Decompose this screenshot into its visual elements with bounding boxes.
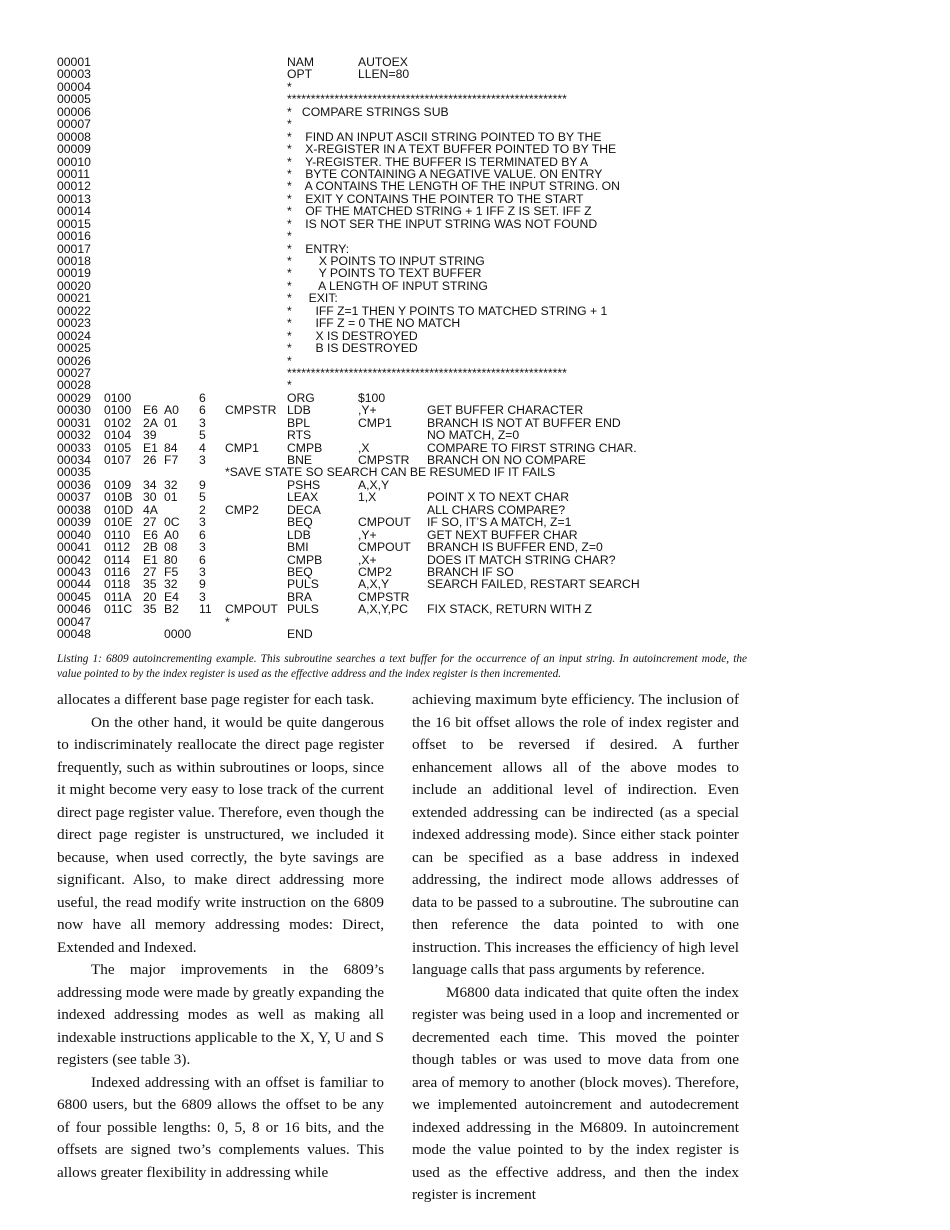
address: 0100 <box>104 403 132 418</box>
operand-byte: 80 <box>164 552 178 567</box>
listing-line <box>57 267 817 279</box>
opcode-byte: 39 <box>143 428 157 443</box>
operand-byte: B2 <box>164 602 179 617</box>
paragraph: The major improvements in the 6809’s addressing mode were made by greatly expanding the indexed addressing modes as well as making all indexable instructions applicable to the X, Y, U and S registers (see table 3). <box>57 961 384 1068</box>
mnemonic: ORG <box>287 390 315 405</box>
listing-line <box>57 379 817 391</box>
mnemonic: PULS <box>287 577 319 592</box>
opcode-byte: 27 <box>143 564 157 579</box>
code-comment: BRANCH IS BUFFER END, Z=0 <box>427 540 603 555</box>
operand-byte: 08 <box>164 540 178 555</box>
operand: CMP2 <box>358 564 392 579</box>
operand: LLEN=80 <box>358 67 410 82</box>
line-number: 00027 <box>57 365 91 380</box>
cycle-count: 3 <box>199 540 206 555</box>
cycle-count: 4 <box>199 440 206 455</box>
mnemonic: BNE <box>287 453 313 467</box>
listing-line <box>57 603 817 615</box>
opcode-byte: 20 <box>143 589 157 604</box>
operand: ,X <box>358 440 370 455</box>
mnemonic: * <box>287 378 292 393</box>
mnemonic: * IFF Z=1 THEN Y POINTS TO MATCHED STRING + 1 <box>287 303 608 318</box>
line-number: 00023 <box>57 316 91 331</box>
mnemonic: BRA <box>287 589 313 604</box>
mnemonic: * ENTRY: <box>287 241 350 256</box>
listing-line <box>57 280 817 292</box>
listing-line <box>57 628 817 640</box>
operand-byte: 32 <box>164 577 178 592</box>
line-number: 00035 <box>57 465 91 480</box>
line-number: 00042 <box>57 552 91 567</box>
listing-line <box>57 317 817 329</box>
cycle-count: 3 <box>199 515 206 530</box>
opcode-byte: E1 <box>143 552 158 567</box>
line-number: 00036 <box>57 477 91 492</box>
operand: CMPSTR <box>358 453 410 467</box>
mnemonic: * IFF Z = 0 THE NO MATCH <box>287 316 461 331</box>
mnemonic: CMPB <box>287 552 323 567</box>
line-number: 00047 <box>57 614 91 629</box>
line-number: 00026 <box>57 353 91 368</box>
mnemonic: NAM <box>287 55 315 69</box>
address: 011A <box>104 589 132 604</box>
line-number: 00046 <box>57 602 91 617</box>
mnemonic: * X POINTS TO INPUT STRING <box>287 254 485 268</box>
line-number: 00014 <box>57 204 91 219</box>
code-comment: BRANCH ON NO COMPARE <box>427 453 586 467</box>
address: 0105 <box>104 440 132 455</box>
listing-line <box>57 404 817 416</box>
mnemonic: * <box>287 79 292 94</box>
mnemonic: * <box>287 353 292 368</box>
listing-line <box>57 56 817 68</box>
operand: CMP1 <box>358 415 392 430</box>
line-number: 00012 <box>57 179 91 194</box>
line-number: 00025 <box>57 341 91 356</box>
code-comment: POINT X TO NEXT CHAR <box>427 490 569 505</box>
line-number: 00019 <box>57 266 91 281</box>
line-number: 00038 <box>57 502 91 517</box>
opcode-byte: 34 <box>143 477 157 492</box>
mnemonic: PSHS <box>287 477 321 492</box>
mnemonic: LDB <box>287 527 311 542</box>
mnemonic: BEQ <box>287 515 313 530</box>
code-comment: FIX STACK, RETURN WITH Z <box>427 602 592 617</box>
code-comment: ALL CHARS COMPARE? <box>427 502 566 517</box>
operand-byte: 0000 <box>164 627 192 642</box>
line-number: 00029 <box>57 390 91 405</box>
opcode-byte: 4A <box>143 502 158 517</box>
full-comment: *SAVE STATE SO SEARCH CAN BE RESUMED IF IT FAILS <box>225 465 556 480</box>
listing-line <box>57 106 817 118</box>
cycle-count: 6 <box>199 390 206 405</box>
code-label: CMP1 <box>225 440 259 455</box>
operand-byte: 01 <box>164 490 178 505</box>
mnemonic: RTS <box>287 428 312 443</box>
line-number: 00033 <box>57 440 91 455</box>
operand: AUTOEX <box>358 55 408 69</box>
cycle-count: 9 <box>199 477 206 492</box>
cycle-count: 6 <box>199 403 206 418</box>
line-number: 00041 <box>57 540 91 555</box>
body-column-right <box>412 689 739 1207</box>
listing-line <box>57 230 817 242</box>
mnemonic: BMI <box>287 540 309 555</box>
mnemonic: * X IS DESTROYED <box>287 328 418 343</box>
operand-byte: 0C <box>164 515 180 530</box>
cycle-count: 3 <box>199 415 206 430</box>
line-number: 00034 <box>57 453 91 467</box>
operand-byte: 32 <box>164 477 178 492</box>
line-number: 00048 <box>57 627 91 642</box>
operand: 1,X <box>358 490 377 505</box>
line-number: 00009 <box>57 142 91 157</box>
mnemonic: BEQ <box>287 564 313 579</box>
listing-line <box>57 180 817 192</box>
operand-byte: E4 <box>164 589 179 604</box>
operand: ,Y+ <box>358 403 377 418</box>
listing-caption: Listing 1: 6809 autoincrementing example. This subroutine searches a text buffer for the occurrence of an input string. In autoincrement mode, the value pointed to by the index register is used as the effective address and the index register is then incremented. <box>57 653 747 680</box>
opcode-byte: 2A <box>143 415 158 430</box>
line-number: 00018 <box>57 254 91 268</box>
paragraph: M6800 data indicated that quite often the index register was being used in a loop and incremented or decremented each time. This moved the pointer though tables or was used to move data from one area of memory to another (block moves). Therefore, we implemented autoincrement and autodecrement indexed addressing in the M6809. In autoincrement mode the value pointed to by the index register is used as the effective address, and then the index register is increment <box>412 983 739 1203</box>
mnemonic: * X-REGISTER IN A TEXT BUFFER POINTED TO BY THE <box>287 142 617 157</box>
mnemonic: * COMPARE STRINGS SUB <box>287 104 449 119</box>
body-column-left <box>57 689 384 1184</box>
operand: $100 <box>358 390 386 405</box>
mnemonic: * FIND AN INPUT ASCII STRING POINTED TO BY THE <box>287 129 602 144</box>
paragraph: allocates a different base page register for each task. <box>57 691 375 708</box>
line-number: 00021 <box>57 291 91 306</box>
operand: CMPOUT <box>358 540 411 555</box>
address: 010D <box>104 502 134 517</box>
address: 0114 <box>104 552 131 567</box>
address: 0102 <box>104 415 132 430</box>
mnemonic: PULS <box>287 602 319 617</box>
address: 0118 <box>104 577 131 592</box>
address: 0104 <box>104 428 132 443</box>
line-number: 00011 <box>57 166 90 181</box>
listing-line <box>57 541 817 553</box>
opcode-byte: 27 <box>143 515 157 530</box>
cycle-count: 5 <box>199 428 206 443</box>
code-comment: BRANCH IS NOT AT BUFFER END <box>427 415 621 430</box>
opcode-byte: 30 <box>143 490 157 505</box>
cycle-count: 5 <box>199 490 206 505</box>
opcode-byte: 26 <box>143 453 157 467</box>
line-number: 00010 <box>57 154 91 169</box>
line-number: 00007 <box>57 117 91 132</box>
paragraph: achieving maximum byte efficiency. The inclusion of the 16 bit offset allows the role of index register and offset to be reversed if desired. A further enhancement allows all of the above modes to include an additional level of indirection. Even extended addressing can be indirected (as a special indexed addressing mode). Since either stack pointer can be specified as a base address in indexed addressing, the indirect mode allows addresses of data to be passed to a subroutine. The subroutine can then reference the data pointed to with one instruction. This increases the efficiency of high level language calls that pass arguments by reference. <box>412 691 739 978</box>
mnemonic: * <box>287 229 292 244</box>
address: 010E <box>104 515 133 530</box>
code-label: CMP2 <box>225 502 259 517</box>
code-comment: IF SO, IT’S A MATCH, Z=1 <box>427 515 572 530</box>
operand: CMPSTR <box>358 589 410 604</box>
operand: CMPOUT <box>358 515 411 530</box>
opcode-byte: 2B <box>143 540 158 555</box>
cycle-count: 3 <box>199 453 206 467</box>
listing-line <box>57 205 817 217</box>
mnemonic: CMPB <box>287 440 323 455</box>
listing-line <box>57 342 817 354</box>
operand: ,Y+ <box>358 527 377 542</box>
mnemonic: DECA <box>287 502 321 517</box>
operand-byte: 01 <box>164 415 178 430</box>
opcode-byte: 35 <box>143 577 157 592</box>
code-comment: GET BUFFER CHARACTER <box>427 403 584 418</box>
operand: A,X,Y,PC <box>358 602 408 617</box>
cycle-count: 11 <box>199 602 212 617</box>
operand-byte: A0 <box>164 527 179 542</box>
line-number: 00004 <box>57 79 91 94</box>
line-number: 00037 <box>57 490 91 505</box>
code-label: CMPSTR <box>225 403 277 418</box>
cycle-count: 2 <box>199 502 206 517</box>
listing-line <box>57 292 817 304</box>
operand: A,X,Y <box>358 477 390 492</box>
operand: ,X+ <box>358 552 377 567</box>
mnemonic: * EXIT: <box>287 291 338 306</box>
listing-line <box>57 516 817 528</box>
mnemonic: OPT <box>287 67 313 82</box>
opcode-byte: 35 <box>143 602 157 617</box>
address: 0100 <box>104 390 132 405</box>
listing-line <box>57 330 817 342</box>
address: 0107 <box>104 453 132 467</box>
listing-line <box>57 367 817 379</box>
opcode-byte: E1 <box>143 440 158 455</box>
code-comment: NO MATCH, Z=0 <box>427 428 520 443</box>
line-number: 00001 <box>57 55 91 69</box>
mnemonic: LDB <box>287 403 311 418</box>
mnemonic: * OF THE MATCHED STRING + 1 IFF Z IS SET. IFF Z <box>287 204 592 219</box>
mnemonic: * A CONTAINS THE LENGTH OF THE INPUT STRING. ON <box>287 179 620 194</box>
line-number: 00005 <box>57 92 91 107</box>
line-number: 00013 <box>57 191 91 206</box>
mnemonic: * Y POINTS TO TEXT BUFFER <box>287 266 482 281</box>
line-number: 00003 <box>57 67 91 82</box>
listing-line <box>57 429 817 441</box>
address: 011C <box>104 602 133 617</box>
line-number: 00016 <box>57 229 91 244</box>
line-number: 00039 <box>57 515 91 530</box>
operand-byte: F5 <box>164 564 179 579</box>
listing-line <box>57 218 817 230</box>
mnemonic: * IS NOT SER THE INPUT STRING WAS NOT FOUND <box>287 216 598 231</box>
code-listing <box>57 56 817 641</box>
line-number: 00030 <box>57 403 91 418</box>
cycle-count: 9 <box>199 577 206 592</box>
mnemonic: * <box>287 117 292 132</box>
address: 0112 <box>104 540 131 555</box>
opcode-byte: E6 <box>143 403 158 418</box>
code-comment: DOES IT MATCH STRING CHAR? <box>427 552 616 567</box>
cycle-count: 6 <box>199 527 206 542</box>
line-number: 00022 <box>57 303 91 318</box>
address: 010B <box>104 490 133 505</box>
operand-byte: A0 <box>164 403 179 418</box>
listing-line <box>57 93 817 105</box>
mnemonic: * A LENGTH OF INPUT STRING <box>287 278 488 293</box>
line-number: 00043 <box>57 564 91 579</box>
operand: A,X,Y <box>358 577 390 592</box>
mnemonic: LEAX <box>287 490 319 505</box>
listing-line <box>57 578 817 590</box>
operand-byte: 84 <box>164 440 178 455</box>
cycle-count: 3 <box>199 564 206 579</box>
line-number: 00044 <box>57 577 91 592</box>
cycle-count: 3 <box>199 589 206 604</box>
mnemonic: * BYTE CONTAINING A NEGATIVE VALUE. ON ENTRY <box>287 166 603 181</box>
line-number: 00031 <box>57 415 91 430</box>
mnemonic: * B IS DESTROYED <box>287 341 418 356</box>
code-comment: BRANCH IF SO <box>427 564 514 579</box>
code-comment: GET NEXT BUFFER CHAR <box>427 527 578 542</box>
mnemonic: END <box>287 627 313 642</box>
cycle-count: 6 <box>199 552 206 567</box>
opcode-byte: E6 <box>143 527 158 542</box>
line-number: 00020 <box>57 278 91 293</box>
paragraph: Indexed addressing with an offset is familiar to 6800 users, but the 6809 allows the offset to be any of four possible lengths: 0, 5, 8 or 16 bits, and the offsets are signed two’s complements values. This allows greater flexibility in addressing while <box>57 1073 384 1181</box>
line-number: 00015 <box>57 216 91 231</box>
listing-line <box>57 143 817 155</box>
code-comment: SEARCH FAILED, RESTART SEARCH <box>427 577 640 592</box>
line-number: 00006 <box>57 104 91 119</box>
address: 0109 <box>104 477 132 492</box>
mnemonic: * EXIT Y CONTAINS THE POINTER TO THE START <box>287 191 584 206</box>
listing-line <box>57 118 817 130</box>
paragraph: On the other hand, it would be quite dangerous to indiscriminately reallocate the direct page register frequently, such as within subroutines or loops, since it might become very easy to lose track of the current direct page register value. Therefore, even though the direct page register is unstructured, we included it because, when used correctly, the byte savings are significant. Also, to make direct addressing more useful, the read modify write instruction on the 6809 now have all memory addressing modes: Direct, Extended and Indexed. <box>57 713 384 956</box>
mnemonic: BPL <box>287 415 311 430</box>
line-number: 00028 <box>57 378 91 393</box>
listing-line <box>57 491 817 503</box>
line-number: 00017 <box>57 241 91 256</box>
mnemonic: *********************************************************** <box>287 365 567 380</box>
line-number: 00008 <box>57 129 91 144</box>
mnemonic: *********************************************************** <box>287 92 567 107</box>
code-comment: COMPARE TO FIRST STRING CHAR. <box>427 440 637 455</box>
address: 0116 <box>104 564 131 579</box>
mnemonic: * Y-REGISTER. THE BUFFER IS TERMINATED BY A <box>287 154 589 169</box>
line-number: 00024 <box>57 328 91 343</box>
line-number: 00040 <box>57 527 91 542</box>
operand-byte: F7 <box>164 453 179 467</box>
line-number: 00032 <box>57 428 91 443</box>
line-number: 00045 <box>57 589 91 604</box>
code-label: * <box>225 614 230 629</box>
code-label: CMPOUT <box>225 602 278 617</box>
address: 0110 <box>104 527 131 542</box>
listing-line <box>57 68 817 80</box>
listing-line <box>57 466 817 478</box>
